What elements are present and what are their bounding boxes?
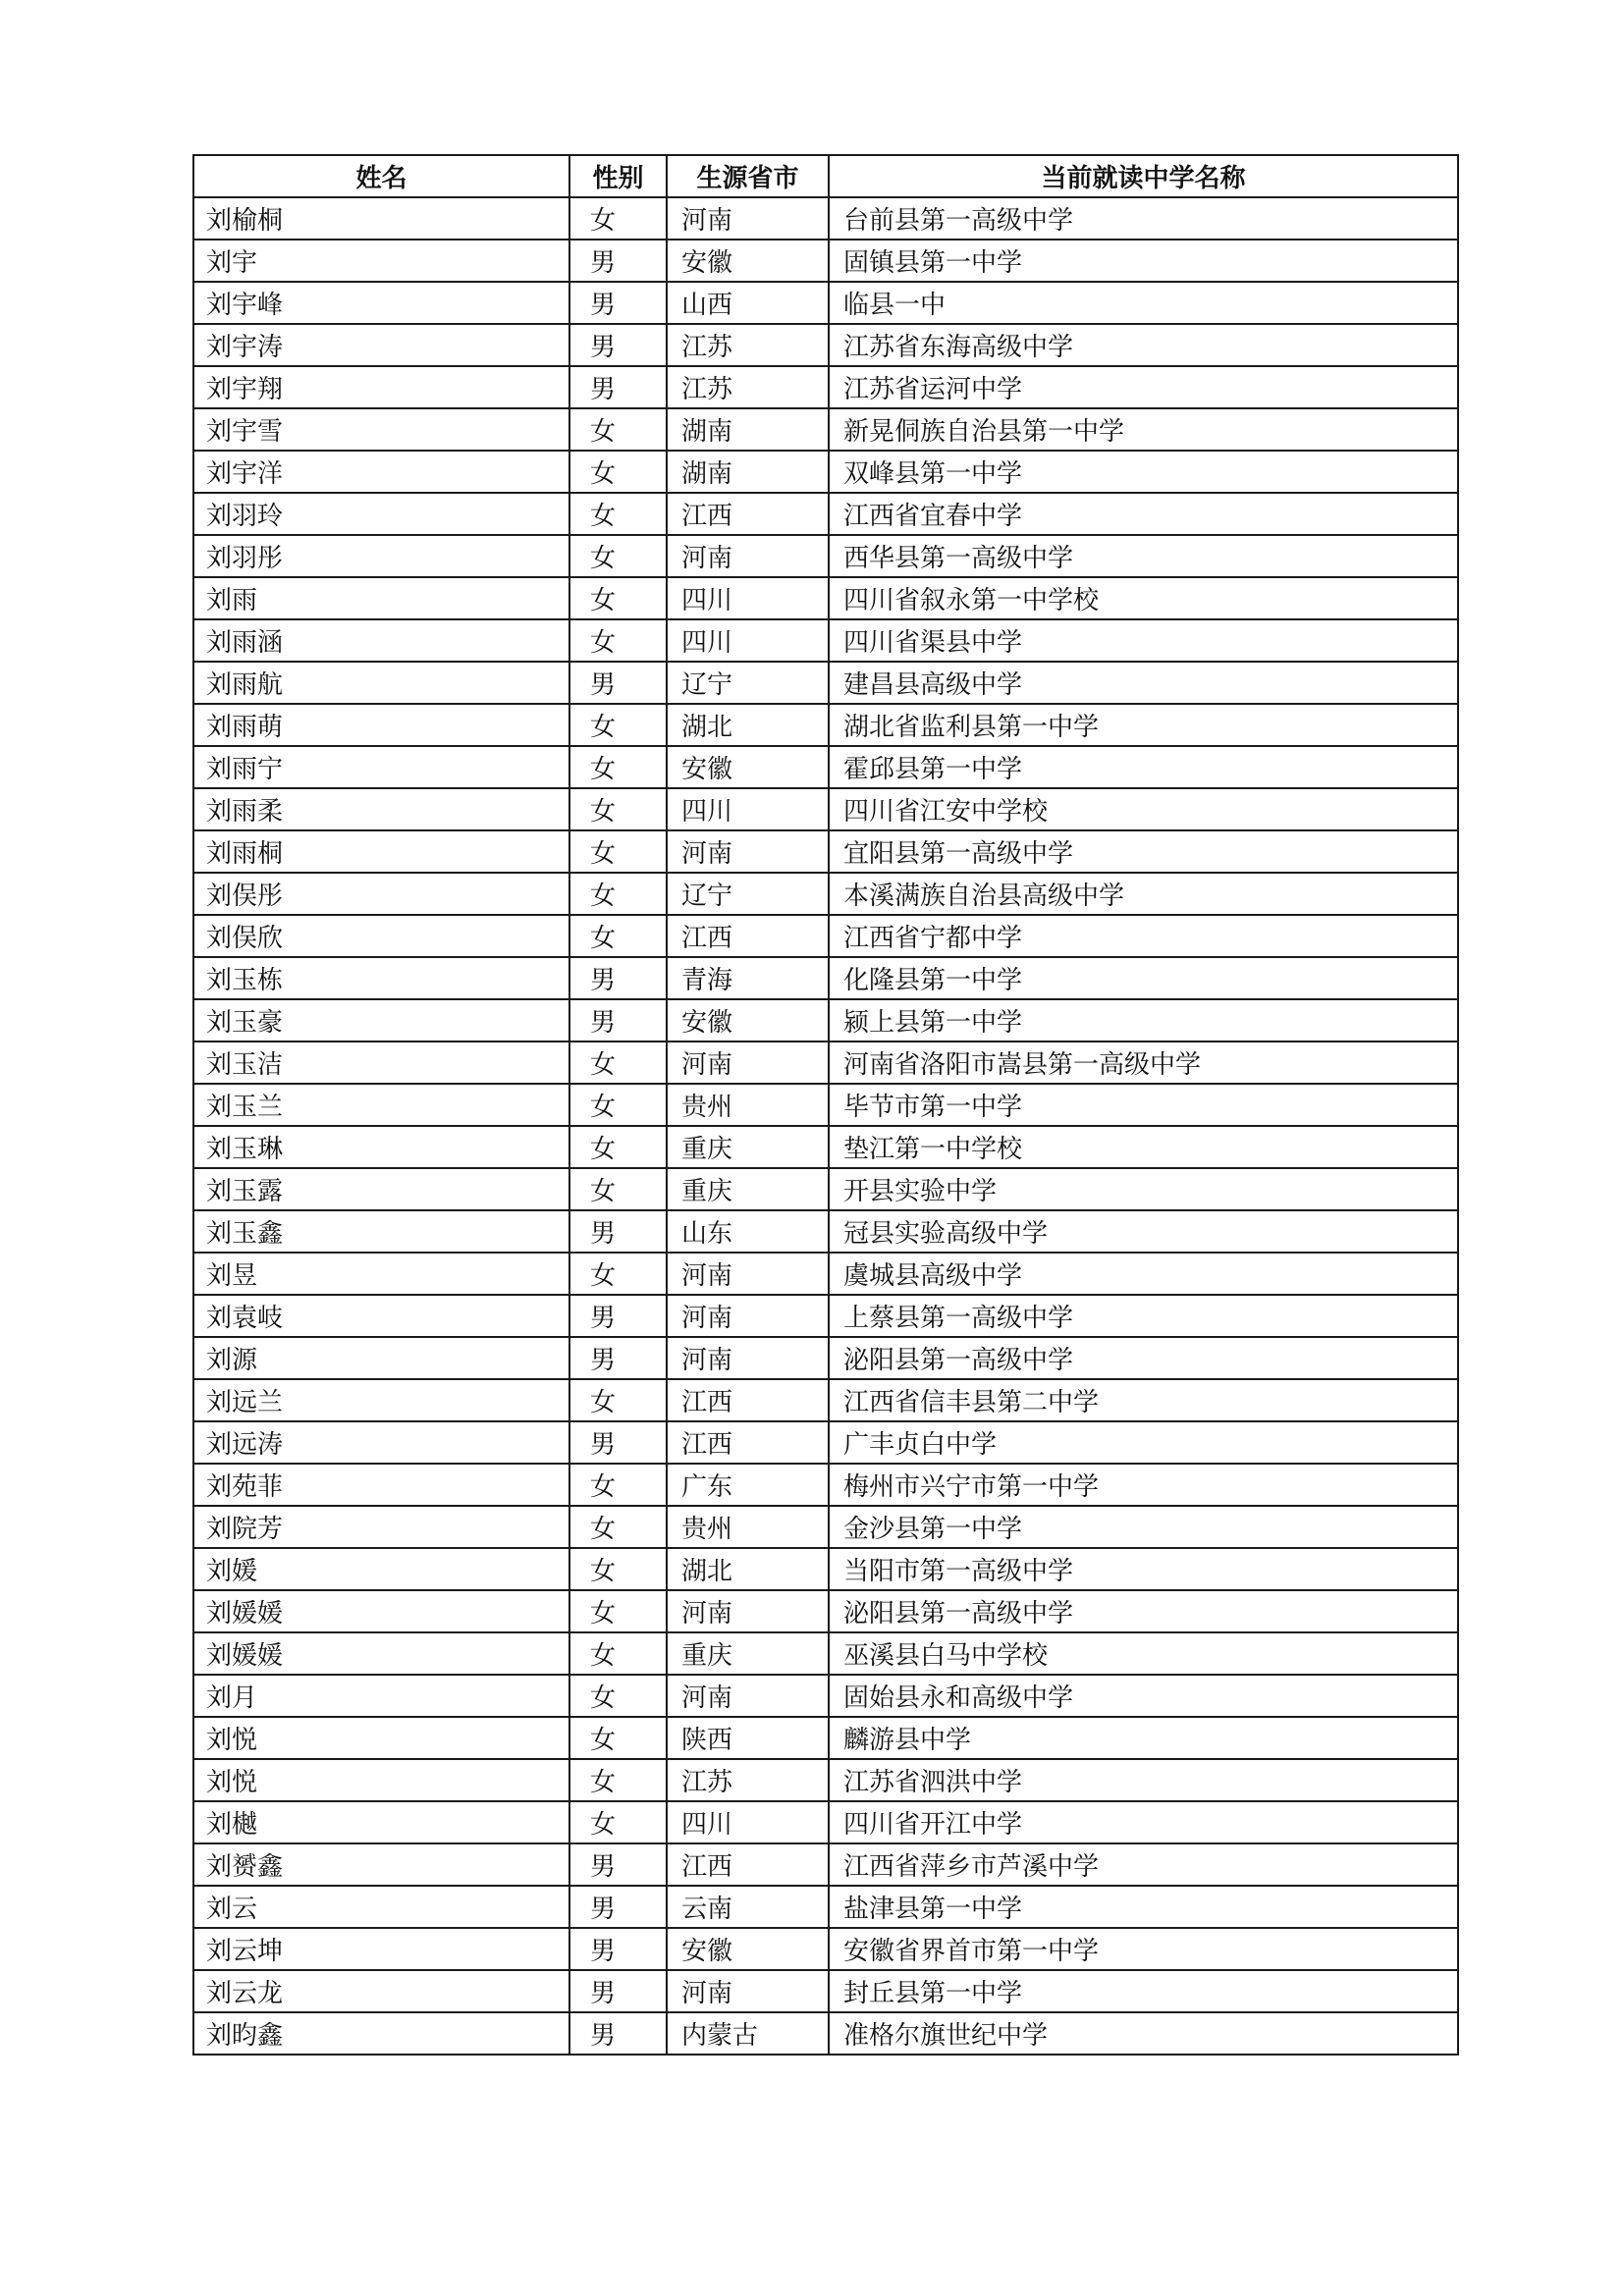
table-row [193, 366, 1458, 408]
cell-province: 湖北 [667, 1548, 829, 1590]
cell-gender: 男 [569, 1295, 667, 1337]
cell-school: 梅州市兴宁市第一中学 [829, 1464, 1458, 1506]
cell-gender: 女 [569, 577, 667, 619]
cell-school: 麟游县中学 [829, 1717, 1458, 1759]
cell-province: 重庆 [667, 1632, 829, 1675]
cell-province: 辽宁 [667, 873, 829, 915]
cell-province: 河南 [667, 535, 829, 577]
cell-school: 四川省叙永第一中学校 [829, 577, 1458, 619]
table-row [193, 1421, 1458, 1464]
cell-province: 江西 [667, 1379, 829, 1421]
cell-gender: 女 [569, 1041, 667, 1084]
table-row [193, 2012, 1458, 2055]
cell-gender: 男 [569, 2012, 667, 2055]
cell-school: 霍邱县第一中学 [829, 746, 1458, 788]
cell-name: 刘玉露 [193, 1168, 569, 1210]
table-row [193, 1632, 1458, 1675]
cell-name: 刘远兰 [193, 1379, 569, 1421]
cell-province: 四川 [667, 1801, 829, 1843]
table-row [193, 1168, 1458, 1210]
cell-school: 江西省信丰县第二中学 [829, 1379, 1458, 1421]
table-header [193, 155, 1458, 197]
cell-gender: 女 [569, 535, 667, 577]
table-row [193, 408, 1458, 451]
table-row [193, 493, 1458, 535]
cell-province: 河南 [667, 830, 829, 873]
cell-school: 盐津县第一中学 [829, 1886, 1458, 1928]
table-row [193, 1548, 1458, 1590]
table-row [193, 1675, 1458, 1717]
cell-name: 刘悦 [193, 1717, 569, 1759]
cell-province: 江苏 [667, 1759, 829, 1801]
cell-school: 宜阳县第一高级中学 [829, 830, 1458, 873]
table-row [193, 704, 1458, 746]
cell-gender: 女 [569, 704, 667, 746]
table-row [193, 1590, 1458, 1632]
cell-school: 毕节市第一中学 [829, 1084, 1458, 1126]
header-province: 生源省市 [667, 155, 829, 197]
cell-school: 台前县第一高级中学 [829, 197, 1458, 240]
table-row [193, 1210, 1458, 1253]
cell-name: 刘媛媛 [193, 1632, 569, 1675]
cell-gender: 男 [569, 999, 667, 1041]
cell-name: 刘月 [193, 1675, 569, 1717]
cell-gender: 女 [569, 451, 667, 493]
cell-school: 江西省宁都中学 [829, 915, 1458, 957]
cell-name: 刘玉琳 [193, 1126, 569, 1168]
cell-name: 刘袁岐 [193, 1295, 569, 1337]
table-row [193, 282, 1458, 324]
cell-gender: 男 [569, 1210, 667, 1253]
cell-gender: 女 [569, 1253, 667, 1295]
table-row [193, 746, 1458, 788]
cell-province: 山东 [667, 1210, 829, 1253]
header-gender: 性别 [569, 155, 667, 197]
cell-name: 刘宇翔 [193, 366, 569, 408]
table-row [193, 1126, 1458, 1168]
cell-school: 颍上县第一中学 [829, 999, 1458, 1041]
cell-name: 刘樾 [193, 1801, 569, 1843]
table-row [193, 1717, 1458, 1759]
cell-gender: 女 [569, 1801, 667, 1843]
cell-school: 建昌县高级中学 [829, 662, 1458, 704]
cell-province: 河南 [667, 1253, 829, 1295]
table-row [193, 1928, 1458, 1970]
cell-school: 四川省渠县中学 [829, 619, 1458, 662]
cell-province: 安徽 [667, 999, 829, 1041]
cell-name: 刘雨宁 [193, 746, 569, 788]
cell-school: 上蔡县第一高级中学 [829, 1295, 1458, 1337]
table-row [193, 1041, 1458, 1084]
cell-name: 刘雨萌 [193, 704, 569, 746]
cell-province: 重庆 [667, 1126, 829, 1168]
table-row [193, 1759, 1458, 1801]
table-row [193, 1843, 1458, 1886]
cell-province: 四川 [667, 619, 829, 662]
cell-name: 刘宇洋 [193, 451, 569, 493]
cell-gender: 女 [569, 1168, 667, 1210]
cell-school: 江苏省东海高级中学 [829, 324, 1458, 366]
cell-gender: 女 [569, 746, 667, 788]
cell-province: 安徽 [667, 1928, 829, 1970]
cell-gender: 男 [569, 1421, 667, 1464]
table-row [193, 1464, 1458, 1506]
cell-gender: 男 [569, 1843, 667, 1886]
cell-gender: 女 [569, 1548, 667, 1590]
cell-name: 刘羽彤 [193, 535, 569, 577]
cell-province: 陕西 [667, 1717, 829, 1759]
table-row [193, 1084, 1458, 1126]
table-row [193, 1506, 1458, 1548]
cell-gender: 女 [569, 1084, 667, 1126]
cell-name: 刘雨桐 [193, 830, 569, 873]
cell-gender: 女 [569, 1506, 667, 1548]
cell-province: 江西 [667, 1421, 829, 1464]
cell-name: 刘云龙 [193, 1970, 569, 2012]
cell-gender: 女 [569, 1717, 667, 1759]
cell-gender: 女 [569, 1590, 667, 1632]
cell-gender: 男 [569, 1928, 667, 1970]
cell-province: 安徽 [667, 240, 829, 282]
cell-gender: 女 [569, 1379, 667, 1421]
cell-name: 刘宇雪 [193, 408, 569, 451]
cell-gender: 女 [569, 915, 667, 957]
cell-school: 固始县永和高级中学 [829, 1675, 1458, 1717]
cell-school: 泌阳县第一高级中学 [829, 1590, 1458, 1632]
cell-gender: 男 [569, 957, 667, 999]
cell-school: 河南省洛阳市嵩县第一高级中学 [829, 1041, 1458, 1084]
header-name: 姓名 [193, 155, 569, 197]
cell-province: 云南 [667, 1886, 829, 1928]
cell-name: 刘雨航 [193, 662, 569, 704]
cell-gender: 男 [569, 1970, 667, 2012]
table-row [193, 1886, 1458, 1928]
cell-name: 刘雨柔 [193, 788, 569, 830]
table-row [193, 451, 1458, 493]
table-row [193, 535, 1458, 577]
cell-name: 刘雨 [193, 577, 569, 619]
cell-name: 刘玉豪 [193, 999, 569, 1041]
cell-gender: 女 [569, 197, 667, 240]
cell-school: 开县实验中学 [829, 1168, 1458, 1210]
cell-gender: 女 [569, 408, 667, 451]
cell-school: 封丘县第一中学 [829, 1970, 1458, 2012]
cell-school: 金沙县第一中学 [829, 1506, 1458, 1548]
cell-province: 湖南 [667, 408, 829, 451]
cell-province: 湖北 [667, 704, 829, 746]
cell-province: 河南 [667, 1295, 829, 1337]
cell-province: 河南 [667, 197, 829, 240]
cell-name: 刘悦 [193, 1759, 569, 1801]
cell-gender: 男 [569, 240, 667, 282]
cell-province: 河南 [667, 1675, 829, 1717]
cell-name: 刘俣欣 [193, 915, 569, 957]
cell-gender: 女 [569, 1126, 667, 1168]
cell-gender: 女 [569, 788, 667, 830]
cell-name: 刘宇涛 [193, 324, 569, 366]
cell-name: 刘媛 [193, 1548, 569, 1590]
cell-name: 刘榆桐 [193, 197, 569, 240]
cell-name: 刘院芳 [193, 1506, 569, 1548]
cell-gender: 男 [569, 324, 667, 366]
table-row [193, 197, 1458, 240]
cell-gender: 男 [569, 1886, 667, 1928]
cell-province: 辽宁 [667, 662, 829, 704]
cell-province: 湖南 [667, 451, 829, 493]
cell-province: 安徽 [667, 746, 829, 788]
cell-name: 刘羽玲 [193, 493, 569, 535]
table-row [193, 619, 1458, 662]
cell-name: 刘苑菲 [193, 1464, 569, 1506]
cell-gender: 女 [569, 873, 667, 915]
cell-school: 双峰县第一中学 [829, 451, 1458, 493]
cell-school: 四川省开江中学 [829, 1801, 1458, 1843]
cell-name: 刘玉鑫 [193, 1210, 569, 1253]
cell-province: 内蒙古 [667, 2012, 829, 2055]
table-row [193, 577, 1458, 619]
cell-school: 垫江第一中学校 [829, 1126, 1458, 1168]
cell-school: 准格尔旗世纪中学 [829, 2012, 1458, 2055]
table-row [193, 1295, 1458, 1337]
cell-school: 临县一中 [829, 282, 1458, 324]
cell-school: 江西省宜春中学 [829, 493, 1458, 535]
cell-gender: 女 [569, 1759, 667, 1801]
cell-name: 刘媛媛 [193, 1590, 569, 1632]
cell-school: 化隆县第一中学 [829, 957, 1458, 999]
cell-province: 河南 [667, 1041, 829, 1084]
cell-school: 江苏省运河中学 [829, 366, 1458, 408]
cell-name: 刘玉洁 [193, 1041, 569, 1084]
cell-name: 刘云 [193, 1886, 569, 1928]
cell-province: 河南 [667, 1590, 829, 1632]
table-row [193, 1801, 1458, 1843]
cell-province: 山西 [667, 282, 829, 324]
cell-gender: 男 [569, 1337, 667, 1379]
cell-school: 西华县第一高级中学 [829, 535, 1458, 577]
cell-school: 虞城县高级中学 [829, 1253, 1458, 1295]
cell-school: 冠县实验高级中学 [829, 1210, 1458, 1253]
cell-gender: 女 [569, 619, 667, 662]
cell-school: 广丰贞白中学 [829, 1421, 1458, 1464]
table-row [193, 1253, 1458, 1295]
table-row [193, 915, 1458, 957]
cell-province: 四川 [667, 577, 829, 619]
header-row [193, 155, 1458, 197]
cell-province: 四川 [667, 788, 829, 830]
cell-gender: 女 [569, 1464, 667, 1506]
cell-name: 刘宇峰 [193, 282, 569, 324]
cell-school: 泌阳县第一高级中学 [829, 1337, 1458, 1379]
cell-province: 广东 [667, 1464, 829, 1506]
table-row [193, 1379, 1458, 1421]
cell-school: 巫溪县白马中学校 [829, 1632, 1458, 1675]
table-row [193, 662, 1458, 704]
cell-name: 刘源 [193, 1337, 569, 1379]
cell-school: 四川省江安中学校 [829, 788, 1458, 830]
cell-name: 刘昱 [193, 1253, 569, 1295]
table-row [193, 324, 1458, 366]
cell-province: 重庆 [667, 1168, 829, 1210]
cell-gender: 女 [569, 493, 667, 535]
cell-name: 刘雨涵 [193, 619, 569, 662]
cell-province: 贵州 [667, 1506, 829, 1548]
table-row [193, 873, 1458, 915]
table-row [193, 1337, 1458, 1379]
cell-name: 刘昀鑫 [193, 2012, 569, 2055]
header-school: 当前就读中学名称 [829, 155, 1458, 197]
cell-name: 刘赟鑫 [193, 1843, 569, 1886]
cell-name: 刘云坤 [193, 1928, 569, 1970]
cell-school: 新晃侗族自治县第一中学 [829, 408, 1458, 451]
cell-province: 青海 [667, 957, 829, 999]
table-row [193, 830, 1458, 873]
cell-name: 刘俣彤 [193, 873, 569, 915]
table-row [193, 240, 1458, 282]
cell-school: 本溪满族自治县高级中学 [829, 873, 1458, 915]
table-row [193, 999, 1458, 1041]
cell-gender: 女 [569, 1675, 667, 1717]
cell-school: 当阳市第一高级中学 [829, 1548, 1458, 1590]
cell-gender: 女 [569, 830, 667, 873]
cell-gender: 男 [569, 282, 667, 324]
cell-province: 江西 [667, 1843, 829, 1886]
cell-school: 湖北省监利县第一中学 [829, 704, 1458, 746]
cell-school: 安徽省界首市第一中学 [829, 1928, 1458, 1970]
cell-gender: 男 [569, 366, 667, 408]
cell-province: 河南 [667, 1970, 829, 2012]
cell-province: 江西 [667, 493, 829, 535]
cell-name: 刘玉栋 [193, 957, 569, 999]
cell-name: 刘宇 [193, 240, 569, 282]
cell-province: 江苏 [667, 324, 829, 366]
cell-name: 刘玉兰 [193, 1084, 569, 1126]
student-roster-table [192, 154, 1459, 2056]
cell-gender: 女 [569, 1632, 667, 1675]
table-row [193, 788, 1458, 830]
cell-school: 固镇县第一中学 [829, 240, 1458, 282]
cell-province: 江西 [667, 915, 829, 957]
table-row [193, 957, 1458, 999]
cell-name: 刘远涛 [193, 1421, 569, 1464]
cell-school: 江西省萍乡市芦溪中学 [829, 1843, 1458, 1886]
cell-province: 河南 [667, 1337, 829, 1379]
cell-province: 贵州 [667, 1084, 829, 1126]
table-row [193, 1970, 1458, 2012]
table-body [193, 197, 1458, 2055]
cell-province: 江苏 [667, 366, 829, 408]
cell-gender: 男 [569, 662, 667, 704]
cell-school: 江苏省泗洪中学 [829, 1759, 1458, 1801]
